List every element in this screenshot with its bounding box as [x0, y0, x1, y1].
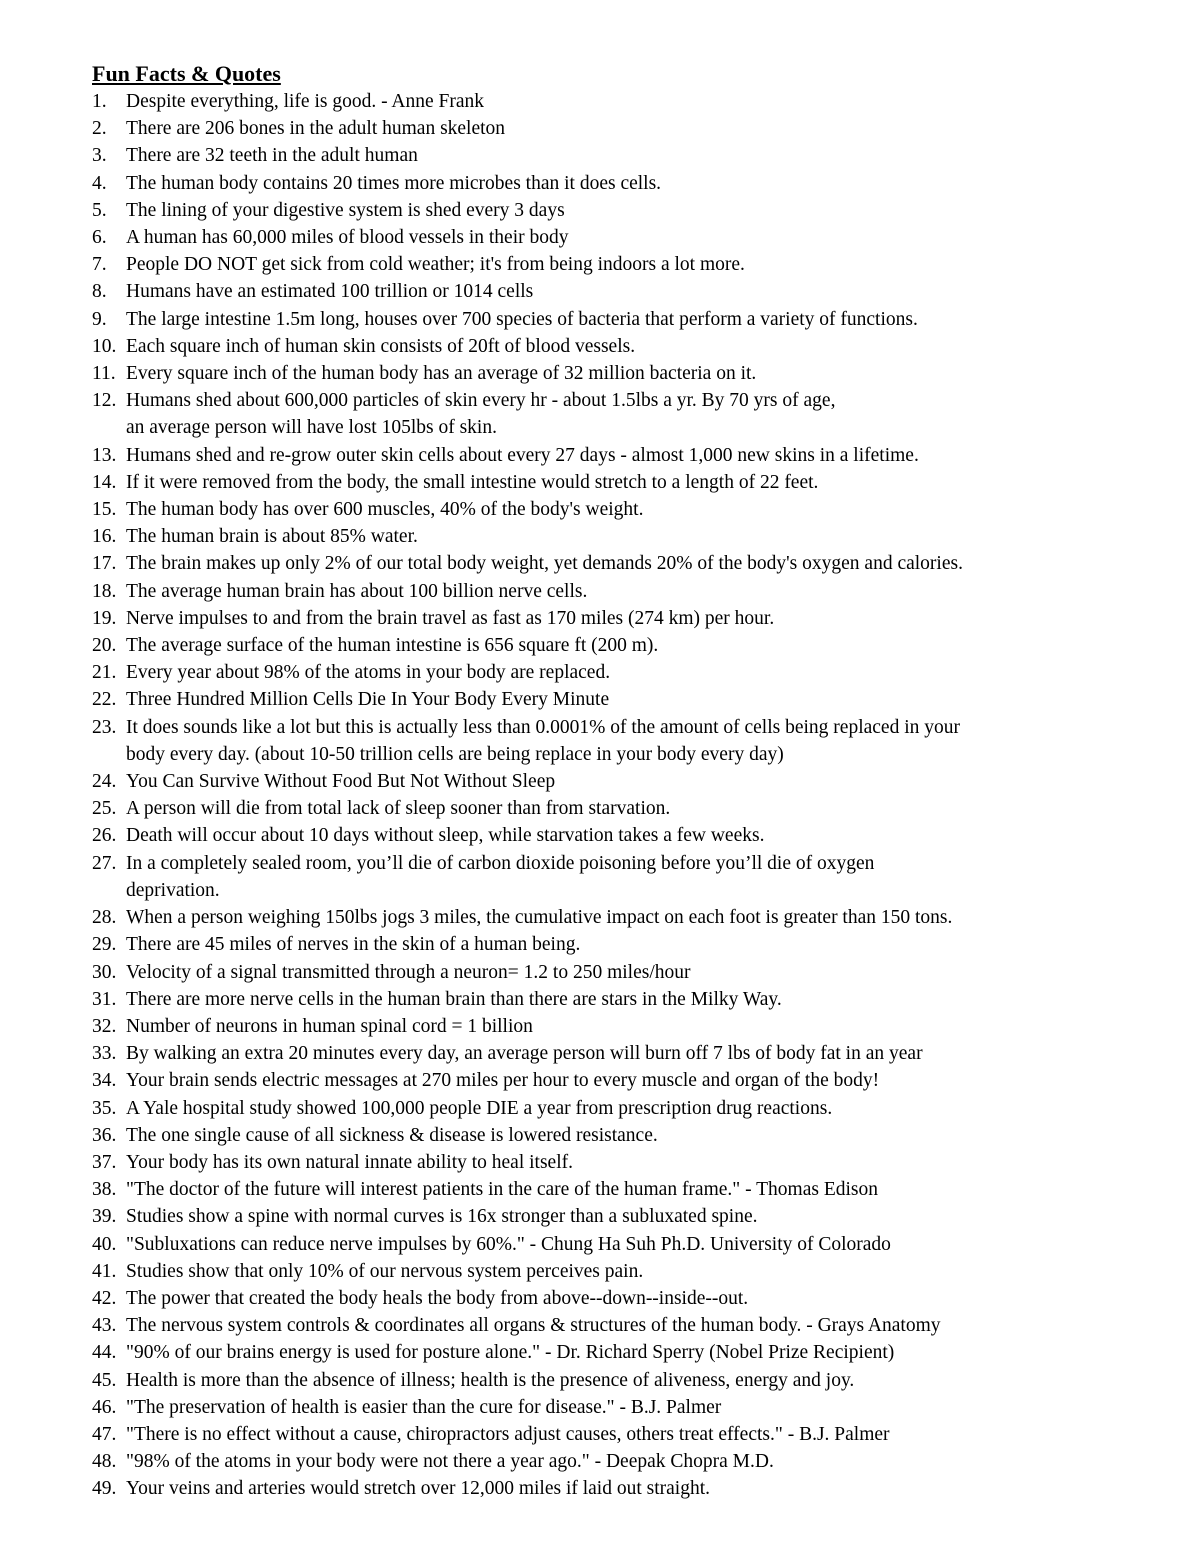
- list-item-text: Three Hundred Million Cells Die In Your Body Every Minute: [126, 689, 610, 711]
- list-item: [92, 550, 1152, 577]
- list-item: [92, 496, 1152, 523]
- list-item: [92, 251, 1152, 278]
- list-item: [92, 1095, 1152, 1122]
- list-item: [92, 1176, 1152, 1203]
- list-item-text: Each square inch of human skin consists of 20ft of blood vessels.: [126, 335, 636, 357]
- list-item: [92, 278, 1152, 305]
- list-item-text: "Subluxations can reduce nerve impulses by 60%." - Chung Ha Suh Ph.D. University of Colorado: [126, 1233, 891, 1255]
- list-item-number: 6.: [92, 227, 107, 249]
- list-item-number: 30.: [92, 961, 117, 983]
- list-item: [92, 931, 1152, 958]
- list-item-number: 29.: [92, 934, 117, 956]
- list-item-text: A human has 60,000 miles of blood vessels in their body: [126, 227, 569, 249]
- list-item: [92, 224, 1152, 251]
- list-item-number: 1.: [92, 91, 107, 112]
- list-item-number: 11.: [92, 363, 116, 385]
- list-item-number: 42.: [92, 1287, 117, 1309]
- list-item: [92, 659, 1152, 686]
- list-item-text: Every square inch of the human body has an average of 32 million bacteria on it.: [126, 363, 757, 385]
- list-item-number: 25.: [92, 798, 117, 820]
- list-item-number: 31.: [92, 988, 117, 1010]
- list-item: [92, 904, 1152, 931]
- list-item-text: The human body contains 20 times more microbes than it does cells.: [126, 172, 662, 194]
- list-item-text: Every year about 98% of the atoms in your body are replaced.: [126, 662, 611, 684]
- list-item-number: 7.: [92, 254, 107, 276]
- list-item: [92, 1203, 1152, 1230]
- list-item-text: If it were removed from the body, the small intestine would stretch to a length of 22 feet.: [126, 471, 819, 493]
- list-item-text: The large intestine 1.5m long, houses over 700 species of bacteria that perform a variety of functions.: [126, 308, 918, 330]
- list-item-number: 4.: [92, 172, 107, 194]
- list-item: [92, 1231, 1152, 1258]
- list-item-number: 23.: [92, 716, 117, 738]
- list-item: [92, 142, 1152, 169]
- list-item-text: Your veins and arteries would stretch over 12,000 miles if laid out straight.: [126, 1478, 711, 1500]
- list-item-text: It does sounds like a lot but this is actually less than 0.0001% of the amount of cells being replaced in your: [126, 716, 960, 738]
- list-item-text: Velocity of a signal transmitted through a neuron= 1.2 to 250 miles/hour: [126, 961, 691, 983]
- list-item-number: 3.: [92, 145, 107, 167]
- list-item-number: 48.: [92, 1451, 117, 1473]
- list-item-text: "The preservation of health is easier than the cure for disease." - B.J. Palmer: [126, 1396, 722, 1418]
- list-item: [92, 469, 1152, 496]
- list-item: [92, 1040, 1152, 1067]
- list-item-text: The nervous system controls & coordinates all organs & structures of the human body. - Grays Anatomy: [126, 1315, 941, 1337]
- list-item: [92, 1013, 1152, 1040]
- document-title: Fun Facts & Quotes: [92, 61, 281, 86]
- list-item-text: Humans shed about 600,000 particles of skin every hr - about 1.5lbs a yr. By 70 yrs of age,: [126, 390, 836, 412]
- list-item-number: 19.: [92, 607, 117, 629]
- list-item-text: The average surface of the human intestine is 656 square ft (200 m).: [126, 635, 659, 657]
- list-item-number: 43.: [92, 1315, 117, 1337]
- list-item-number: 40.: [92, 1233, 117, 1255]
- list-item-number: 44.: [92, 1342, 117, 1364]
- list-item-number: 38.: [92, 1179, 117, 1201]
- list-item-text: Studies show a spine with normal curves is 16x stronger than a subluxated spine.: [126, 1206, 758, 1228]
- list-item-text: The human brain is about 85% water.: [126, 526, 418, 548]
- list-item-text: There are more nerve cells in the human brain than there are stars in the Milky Way.: [126, 988, 782, 1010]
- list-item-text: The one single cause of all sickness & disease is lowered resistance.: [126, 1124, 658, 1146]
- list-item-number: 14.: [92, 471, 117, 493]
- list-item: [92, 115, 1152, 142]
- list-item: [92, 170, 1152, 197]
- list-item-text: an average person will have lost 105lbs of skin.: [126, 417, 497, 439]
- list-item-text: deprivation.: [126, 879, 220, 901]
- list-item-number: 12.: [92, 390, 117, 412]
- list-item: [92, 1421, 1152, 1448]
- list-item-number: 13.: [92, 444, 117, 466]
- list-item-number: 10.: [92, 335, 117, 357]
- list-item-number: 26.: [92, 825, 117, 847]
- list-item: [92, 387, 1152, 441]
- list-item-text: Nerve impulses to and from the brain travel as fast as 170 miles (274 km) per hour.: [126, 607, 775, 629]
- list-item-text: The power that created the body heals the body from above--down--inside--out.: [126, 1287, 749, 1309]
- list-item-number: 9.: [92, 308, 107, 330]
- list-item-number: 41.: [92, 1260, 117, 1282]
- list-item-number: 27.: [92, 852, 117, 874]
- list-item: [92, 1475, 1152, 1502]
- list-item: [92, 1285, 1152, 1312]
- list-item-text: "98% of the atoms in your body were not there a year ago." - Deepak Chopra M.D.: [126, 1451, 774, 1473]
- list-item-text: The human body has over 600 muscles, 40% of the body's weight.: [126, 499, 644, 521]
- list-item: [92, 714, 1152, 768]
- list-item: [92, 197, 1152, 224]
- list-item: [92, 850, 1152, 904]
- list-item-number: 35.: [92, 1097, 117, 1119]
- list-item-text: Your body has its own natural innate ability to heal itself.: [126, 1151, 573, 1173]
- list-item-number: 21.: [92, 662, 117, 684]
- list-item-number: 45.: [92, 1369, 117, 1391]
- list-item: [92, 88, 1152, 115]
- list-item-text: A person will die from total lack of sleep sooner than from starvation.: [126, 798, 671, 820]
- list-item-number: 24.: [92, 771, 117, 793]
- list-item-text: By walking an extra 20 minutes every day, an average person will burn off 7 lbs of body fat in an year: [126, 1043, 923, 1065]
- list-item: [92, 578, 1152, 605]
- list-item: [92, 1122, 1152, 1149]
- list-item-number: 8.: [92, 281, 107, 303]
- list-item: [92, 1367, 1152, 1394]
- list-item-number: 39.: [92, 1206, 117, 1228]
- list-item-number: 18.: [92, 580, 117, 602]
- list-item-text: Your brain sends electric messages at 270 miles per hour to every muscle and organ of the body!: [126, 1070, 880, 1092]
- list-item: [92, 1394, 1152, 1421]
- list-item-number: 33.: [92, 1043, 117, 1065]
- list-item-text: Humans have an estimated 100 trillion or 1014 cells: [126, 281, 534, 303]
- list-item-text: The brain makes up only 2% of our total body weight, yet demands 20% of the body's oxygen and calories.: [126, 553, 963, 575]
- list-item-text: There are 45 miles of nerves in the skin of a human being.: [126, 934, 581, 956]
- list-item-text: You Can Survive Without Food But Not Without Sleep: [126, 771, 556, 793]
- list-item: [92, 1067, 1152, 1094]
- list-item-text: The lining of your digestive system is shed every 3 days: [126, 199, 565, 221]
- list-item-text: Number of neurons in human spinal cord = 1 billion: [126, 1015, 533, 1037]
- list-item-text: body every day. (about 10-50 trillion cells are being replace in your body every day): [126, 743, 784, 765]
- list-item-text: A Yale hospital study showed 100,000 people DIE a year from prescription drug reactions.: [126, 1097, 833, 1119]
- list-item-text: Humans shed and re-grow outer skin cells about every 27 days - almost 1,000 new skins in a lifetime.: [126, 444, 919, 466]
- list-item: [92, 632, 1152, 659]
- list-item: [92, 360, 1152, 387]
- list-item-text: When a person weighing 150lbs jogs 3 miles, the cumulative impact on each foot is greater than 150 tons.: [126, 907, 953, 929]
- list-item-number: 5.: [92, 199, 107, 221]
- list-item-number: 34.: [92, 1070, 117, 1092]
- list-item-number: 17.: [92, 553, 117, 575]
- list-item: [92, 1258, 1152, 1285]
- list-item-text: In a completely sealed room, you’ll die of carbon dioxide poisoning before you’ll die of oxygen: [126, 852, 875, 874]
- list-item-number: 47.: [92, 1423, 117, 1445]
- list-item-number: 2.: [92, 118, 107, 140]
- list-item: [92, 1312, 1152, 1339]
- facts-list: [92, 88, 1152, 1503]
- list-item-number: 36.: [92, 1124, 117, 1146]
- list-item: [92, 822, 1152, 849]
- list-item-text: People DO NOT get sick from cold weather; it's from being indoors a lot more.: [126, 254, 745, 276]
- list-item-number: 46.: [92, 1396, 117, 1418]
- list-item-number: 20.: [92, 635, 117, 657]
- list-item: [92, 686, 1152, 713]
- list-item-number: 16.: [92, 526, 117, 548]
- list-item-number: 37.: [92, 1151, 117, 1173]
- list-item: [92, 523, 1152, 550]
- list-item-text: "The doctor of the future will interest patients in the care of the human frame." - Thomas Edison: [126, 1179, 878, 1201]
- list-item: [92, 959, 1152, 986]
- list-item-text: Health is more than the absence of illness; health is the presence of aliveness, energy and joy.: [126, 1369, 855, 1391]
- list-item-number: 22.: [92, 689, 117, 711]
- list-item: [92, 306, 1152, 333]
- list-item: [92, 986, 1152, 1013]
- list-item-text: There are 32 teeth in the adult human: [126, 145, 418, 167]
- list-item-number: 15.: [92, 499, 117, 521]
- list-item: [92, 1339, 1152, 1366]
- list-item: [92, 1448, 1152, 1475]
- list-item: [92, 1149, 1152, 1176]
- list-item-text: The average human brain has about 100 billion nerve cells.: [126, 580, 588, 602]
- list-item-number: 32.: [92, 1015, 117, 1037]
- list-item-text: Despite everything, life is good. - Anne Frank: [126, 91, 484, 112]
- list-item-number: 28.: [92, 907, 117, 929]
- list-item: [92, 442, 1152, 469]
- list-item-number: 49.: [92, 1478, 117, 1500]
- list-item: [92, 333, 1152, 360]
- list-item-text: There are 206 bones in the adult human skeleton: [126, 118, 506, 140]
- list-item: [92, 795, 1152, 822]
- list-item-text: Death will occur about 10 days without sleep, while starvation takes a few weeks.: [126, 825, 765, 847]
- list-item: [92, 605, 1152, 632]
- list-item-text: "There is no effect without a cause, chiropractors adjust causes, others treat effects." - B.J. Palmer: [126, 1423, 890, 1445]
- list-item-text: Studies show that only 10% of our nervous system perceives pain.: [126, 1260, 644, 1282]
- list-item: [92, 768, 1152, 795]
- list-item-text: "90% of our brains energy is used for posture alone." - Dr. Richard Sperry (Nobel Prize Recipient): [126, 1342, 895, 1364]
